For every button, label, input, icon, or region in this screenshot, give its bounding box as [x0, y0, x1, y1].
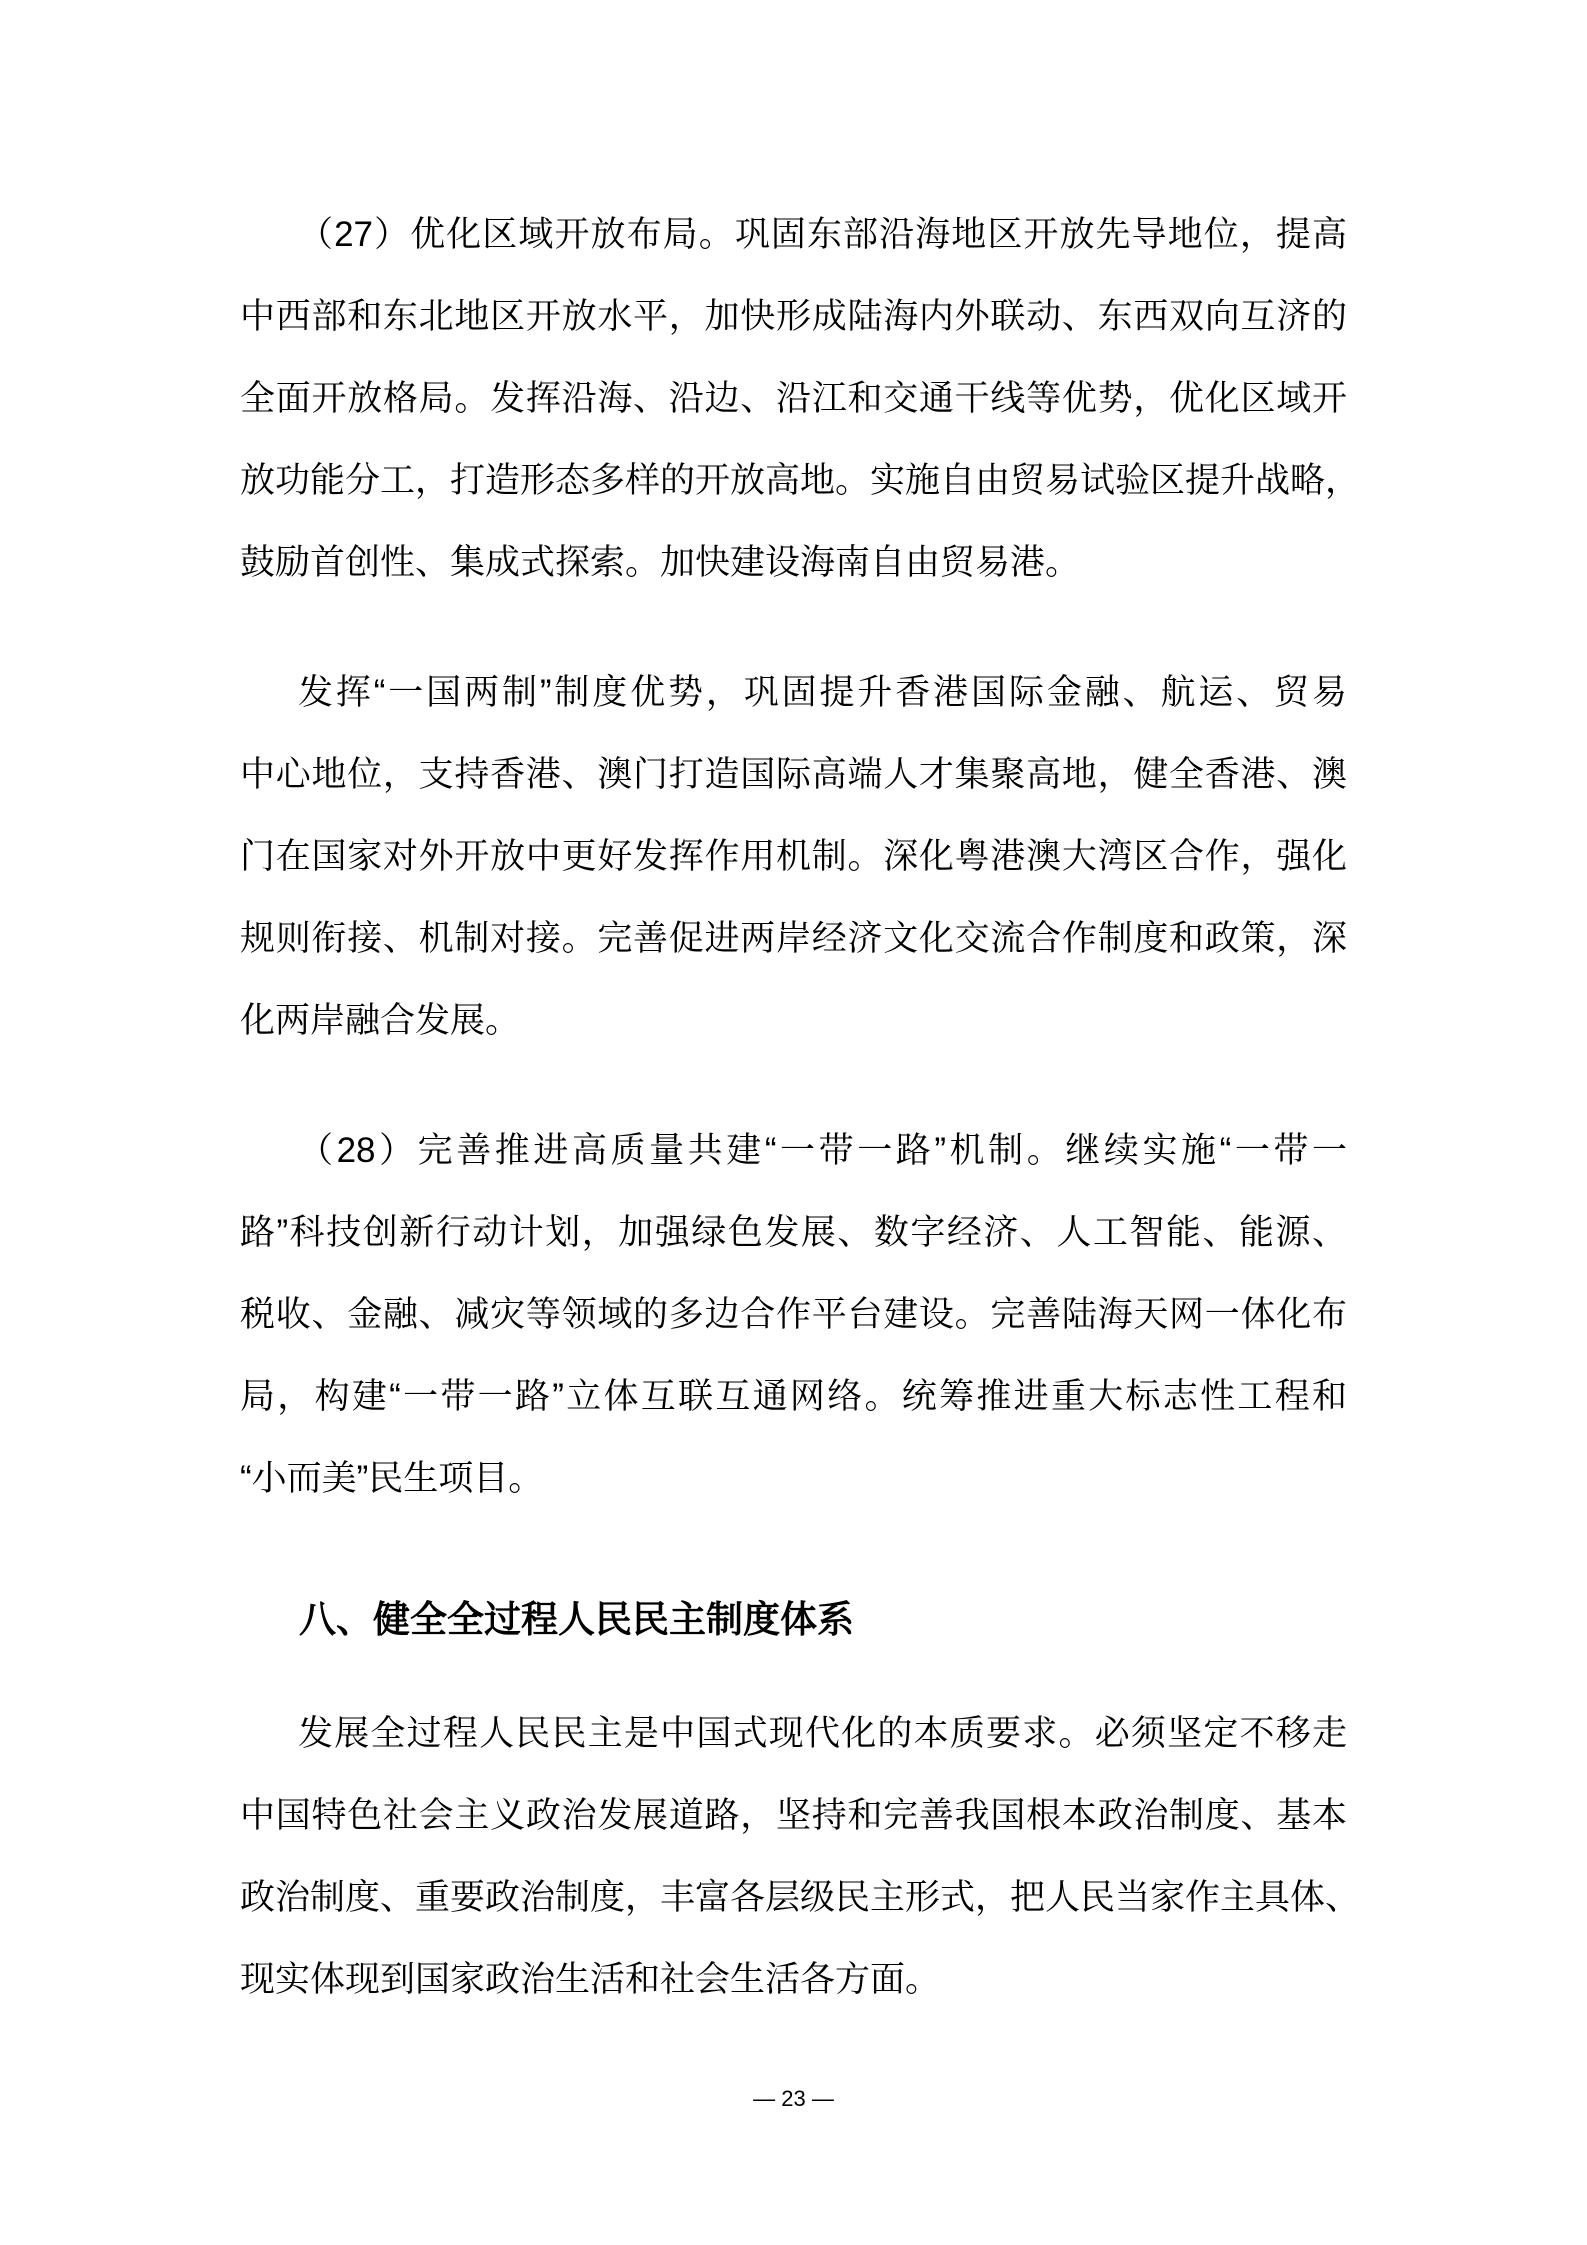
paragraph-line: 鼓励首创性、集成式探索。加快建设海南自由贸易港。	[240, 543, 1081, 582]
paragraph-democracy	[240, 1693, 1361, 2021]
paragraph-line: 政治制度、重要政治制度，丰富各层级民主形式，把人民当家作主具体、	[240, 1878, 1361, 1917]
paragraph-line: 全面开放格局。发挥沿海、沿边、沿江和交通干线等优势，优化区域开	[240, 379, 1347, 418]
paragraph-line: 中西部和东北地区开放水平，加快形成陆海内外联动、东西双向互济的	[240, 297, 1347, 336]
paragraph-line: 中心地位，支持香港、澳门打造国际高端人才集聚高地，健全香港、澳	[240, 755, 1347, 794]
paragraph-line: 税收、金融、减灾等领域的多边合作平台建设。完善陆海天网一体化布	[240, 1295, 1347, 1334]
paragraph-27	[240, 194, 1361, 604]
paragraph-28	[240, 1110, 1347, 1520]
page-number: — 23 —	[753, 2086, 834, 2111]
paragraph-hongkong	[240, 652, 1347, 1062]
paragraph-line: 规则衔接、机制对接。完善促进两岸经济文化交流合作制度和政策，深	[240, 919, 1347, 958]
paragraph-line: 化两岸融合发展。	[240, 1001, 521, 1040]
paragraph-line: 发展全过程人民民主是中国式现代化的本质要求。必须坚定不移走	[298, 1714, 1347, 1753]
paragraph-line: 路”科技创新行动计划，加强绿色发展、数字经济、人工智能、能源、	[240, 1213, 1347, 1252]
paragraph-line: 中国特色社会主义政治发展道路，坚持和完善我国根本政治制度、基本	[240, 1796, 1347, 1835]
paragraph-line: 局，构建“一带一路”立体互联互通网络。统筹推进重大标志性工程和	[240, 1377, 1347, 1416]
paragraph-line: （27）优化区域开放布局。巩固东部沿海地区开放先导地位，提高	[298, 215, 1347, 254]
paragraph-line: （28）完善推进高质量共建“一带一路”机制。继续实施“一带一	[298, 1131, 1347, 1170]
paragraph-line: 放功能分工，打造形态多样的开放高地。实施自由贸易试验区提升战略，	[240, 461, 1361, 500]
paragraph-line: 门在国家对外开放中更好发挥作用机制。深化粤港澳大湾区合作，强化	[240, 837, 1347, 876]
paragraph-line: 现实体现到国家政治生活和社会生活各方面。	[240, 1960, 941, 1999]
document-body	[240, 194, 1361, 2069]
paragraph-line: “小而美”民生项目。	[240, 1459, 544, 1498]
section-heading-8: 八、健全全过程人民民主制度体系	[299, 1599, 854, 1640]
page-footer	[0, 2084, 1587, 2114]
paragraph-line: 发挥“一国两制”制度优势，巩固提升香港国际金融、航运、贸易	[298, 673, 1347, 712]
